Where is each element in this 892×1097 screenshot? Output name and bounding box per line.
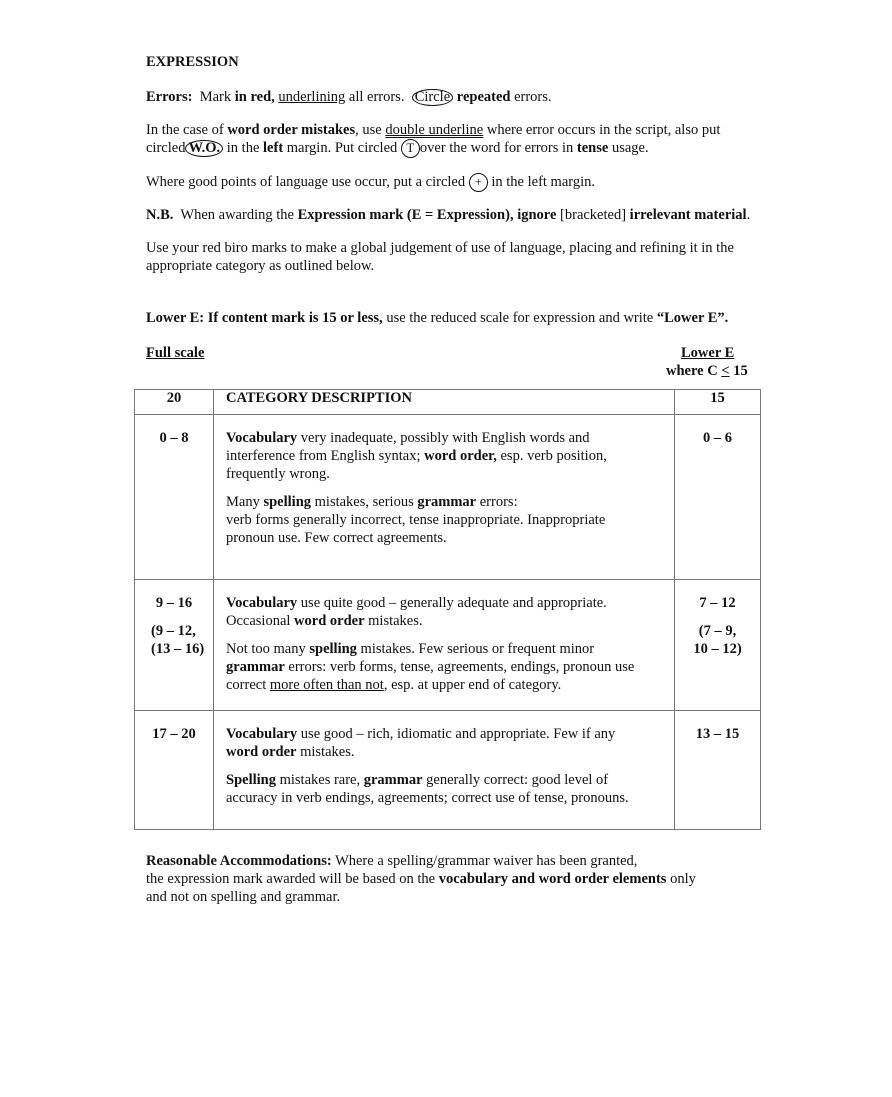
circle-mark: Circle: [412, 89, 453, 106]
row-full-range: 9 – 16 (9 – 12, (13 – 16): [135, 580, 214, 711]
header-category: CATEGORY DESCRIPTION: [214, 390, 675, 415]
global-judgement-text: Use your red biro marks to make a global judgement of use of language, placing and refining it in the appropriate category as outlined below.: [146, 240, 734, 274]
lower-e-condition: where C < 15: [666, 363, 748, 379]
wo-circle-mark: W.O.: [185, 140, 223, 157]
word-order-instructions: In the case of word order mistakes, use double underline where error occurs in the script, also put circled W.O. in the left margin. Put circled T over the word for errors in tense usage.: [146, 121, 786, 158]
marking-scheme-table: [134, 389, 761, 830]
tense-circle-mark: T: [401, 139, 420, 158]
page-title: EXPRESSION: [146, 54, 239, 70]
header-lower-scale: 15: [675, 390, 761, 415]
header-full-scale: 20: [135, 390, 214, 415]
row-full-range: 17 – 20: [135, 711, 214, 830]
errors-instructions: Errors: Mark in red, underlining all errors. Circle repeated errors.: [146, 89, 552, 105]
nb-note: N.B. When awarding the Expression mark (E = Expression), ignore [bracketed] irrelevant material.: [146, 207, 751, 223]
row-description: Vocabulary use good – rich, idiomatic and appropriate. Few if any word order mistakes. Spelling mistakes rare, grammar generally correct: good level of accuracy in verb endings, agreements; correct use of tense, pronouns.: [214, 711, 675, 830]
full-scale-label: Full scale: [146, 345, 205, 361]
errors-label: Errors:: [146, 89, 193, 105]
lower-e-scale-label: Lower E: [681, 345, 735, 361]
table-row: [135, 580, 761, 711]
table-row: [135, 711, 761, 830]
accommodations-note: Reasonable Accommodations: Where a spelling/grammar waiver has been granted, the expression mark awarded will be based on the vocabulary and word order elements only and not on spelling and grammar.: [146, 853, 696, 905]
row-lower-range: 7 – 12 (7 – 9, 10 – 12): [675, 580, 761, 711]
row-description: Vocabulary very inadequate, possibly with English words and interference from English syntax; word order, esp. verb position, frequently wrong. Many spelling mistakes, serious grammar errors: verb forms generally incorrect, tense inappropriate. Inappropriate pronoun use. Few correct agreements.: [214, 415, 675, 580]
row-lower-range: 0 – 6: [675, 415, 761, 580]
row-lower-range: 13 – 15: [675, 711, 761, 830]
lower-e-instructions: Lower E: If content mark is 15 or less, use the reduced scale for expression and write “Lower E”.: [146, 310, 729, 326]
good-points-instructions: Where good points of language use occur, put a circled + in the left margin.: [146, 173, 595, 192]
table-row: [135, 415, 761, 580]
row-full-range: 0 – 8: [135, 415, 214, 580]
table-header-row: [135, 390, 761, 415]
row-description: Vocabulary use quite good – generally adequate and appropriate. Occasional word order mistakes. Not too many spelling mistakes. Few serious or frequent minor grammar errors: verb forms, tense, agreements, endings, pronoun use correct more often than not, esp. at upper end of category.: [214, 580, 675, 711]
plus-circle-mark: +: [469, 173, 488, 192]
